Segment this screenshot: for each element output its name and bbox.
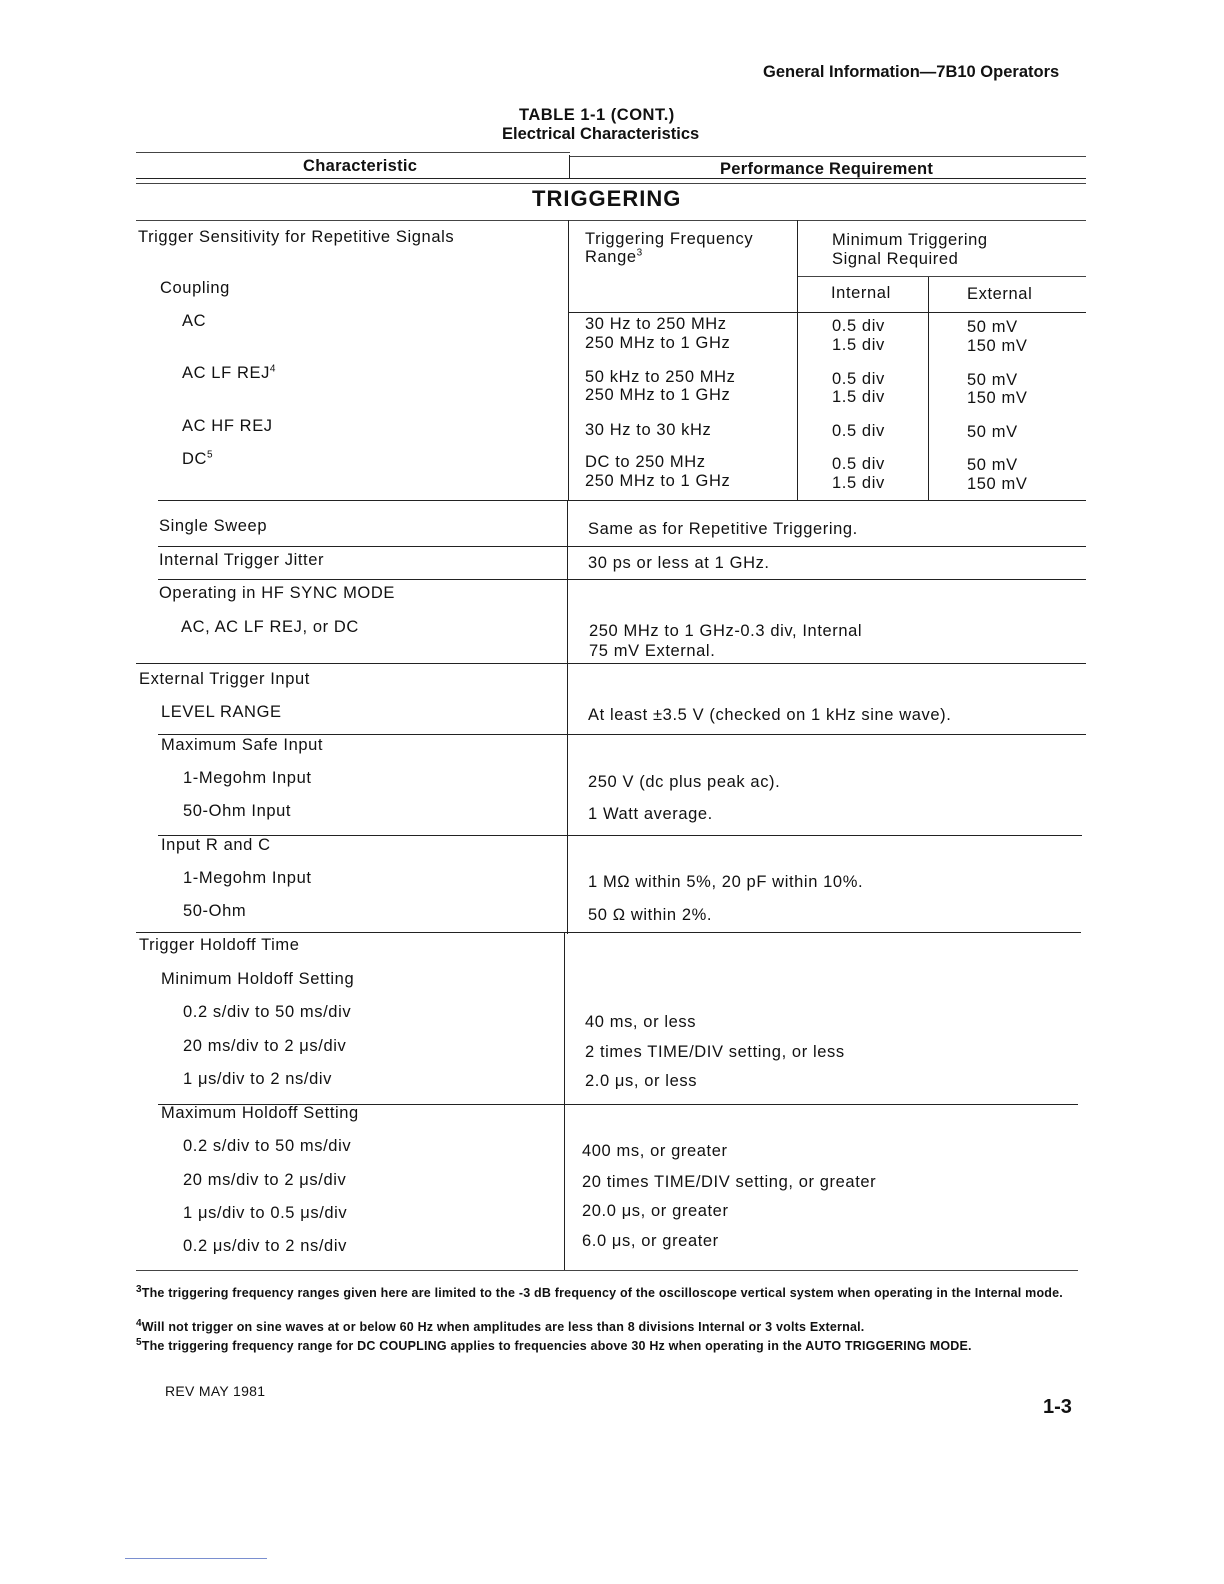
ac-internal-2: 1.5 div (832, 336, 885, 354)
holdoff-min-row-3-value: 2.0 μs, or less (585, 1072, 698, 1090)
section-title: TRIGGERING (532, 186, 682, 211)
dc-internal-1: 0.5 div (832, 455, 885, 473)
min-header-line1: Minimum Triggering (832, 231, 988, 249)
sub-header-rule (569, 312, 1086, 313)
input-rc-meg-label: 1-Megohm Input (183, 869, 312, 887)
hf-sync-rule (136, 663, 1086, 664)
holdoff-max-row-1-value: 400 ms, or greater (582, 1142, 728, 1160)
coupling-ac-label: AC (182, 312, 207, 330)
dc-freq-1: DC to 250 MHz (585, 453, 706, 471)
ac-lf-rej-freq-1: 50 kHz to 250 MHz (585, 368, 736, 386)
ac-lf-rej-external-2: 150 mV (967, 389, 1028, 407)
jitter-label: Internal Trigger Jitter (159, 551, 325, 569)
ac-external-2: 150 mV (967, 337, 1028, 355)
footnote-ref-5: 5 (207, 449, 214, 461)
holdoff-max-row-2-label: 20 ms/div to 2 μs/div (183, 1171, 347, 1189)
page-number: 1-3 (1043, 1396, 1072, 1418)
footnote-ref-4: 4 (269, 363, 277, 375)
sens-divider-2 (797, 220, 798, 501)
external-header: External (967, 285, 1033, 303)
dc-internal-2: 1.5 div (832, 474, 885, 492)
coupling-ac-hf-rej-label: AC HF REJ (182, 417, 273, 435)
table-title: TABLE 1-1 (CONT.) (519, 106, 675, 124)
holdoff-min-row-3-label: 1 μs/div to 2 ns/div (183, 1070, 332, 1088)
ac-lf-rej-external-1: 50 mV (967, 371, 1018, 389)
min-header-line2: Signal Required (832, 250, 959, 268)
column-header-performance: Performance Requirement (720, 160, 934, 178)
footnote-4: $^4$Will not trigger on sine waves at or below 60 Hz when amplitudes are less than 8 divisions Internal or 3 volts External. (136, 1317, 865, 1334)
ac-lf-rej-freq-2: 250 MHz to 1 GHz (585, 386, 731, 404)
dc-external-2: 150 mV (967, 475, 1028, 493)
table-subtitle: Electrical Characteristics (502, 125, 700, 143)
footnote-ref-3: 3 (636, 247, 643, 259)
hf-sync-sub-label: AC, AC LF REJ, or DC (181, 618, 359, 636)
ac-lf-rej-internal-1: 0.5 div (832, 370, 885, 388)
max-safe-label: Maximum Safe Input (161, 736, 324, 754)
ac-hf-rej-freq-1: 30 Hz to 30 kHz (585, 421, 712, 439)
coupling-label: Coupling (160, 279, 230, 297)
input-rc-ohm-label: 50-Ohm (183, 902, 247, 920)
column-header-characteristic: Characteristic (303, 157, 418, 175)
main-column-divider (567, 500, 568, 934)
ac-freq-2: 250 MHz to 1 GHz (585, 334, 731, 352)
holdoff-max-row-2-value: 20 times TIME/DIV setting, or greater (582, 1173, 877, 1191)
max-safe-ohm-label: 50-Ohm Input (183, 802, 292, 820)
dc-external-1: 50 mV (967, 456, 1018, 474)
single-sweep-label: Single Sweep (159, 517, 268, 535)
holdoff-max-row-3-value: 20.0 μs, or greater (582, 1202, 729, 1220)
sens-divider-3 (928, 277, 929, 501)
dc-freq-2: 250 MHz to 1 GHz (585, 472, 731, 490)
input-rc-meg-value: 1 MΩ within 5%, 20 pF within 10%. (588, 873, 864, 891)
ac-lf-rej-internal-2: 1.5 div (832, 388, 885, 406)
holdoff-min-row-1-label: 0.2 s/div to 50 ms/div (183, 1003, 352, 1021)
level-range-value: At least ±3.5 V (checked on 1 kHz sine wave). (588, 706, 952, 724)
holdoff-min-label: Minimum Holdoff Setting (161, 970, 355, 988)
header-rule-bottom-2 (136, 183, 1086, 184)
running-title: General Information—7B10 Operators (763, 63, 1060, 81)
sensitivity-label: Trigger Sensitivity for Repetitive Signals (138, 228, 455, 246)
hf-sync-label: Operating in HF SYNC MODE (159, 584, 395, 602)
holdoff-max-row-4-value: 6.0 μs, or greater (582, 1232, 719, 1250)
internal-header: Internal (831, 284, 891, 302)
max-safe-meg-value: 250 V (dc plus peak ac). (588, 773, 781, 791)
sensitivity-bottom-rule (158, 500, 1086, 501)
holdoff-max-row-3-label: 1 μs/div to 0.5 μs/div (183, 1204, 348, 1222)
hf-sync-value-line2: 75 mV External. (589, 642, 716, 660)
input-rc-label: Input R and C (161, 836, 271, 854)
section-rule (136, 220, 1086, 221)
holdoff-min-row-2-value: 2 times TIME/DIV setting, or less (585, 1043, 845, 1061)
revision-date: REV MAY 1981 (165, 1383, 266, 1399)
single-sweep-value: Same as for Repetitive Triggering. (588, 520, 858, 538)
ac-hf-rej-external-1: 50 mV (967, 423, 1018, 441)
holdoff-max-row-4-label: 0.2 μs/div to 2 ns/div (183, 1237, 347, 1255)
table-bottom-rule (136, 1270, 1078, 1271)
coupling-ac-lf-rej-label: AC LF REJ$^4$ (182, 363, 277, 382)
ac-hf-rej-internal-1: 0.5 div (832, 422, 885, 440)
bottom-edge-rule (125, 1558, 267, 1559)
ext-input-label: External Trigger Input (139, 670, 310, 688)
coupling-dc-label: $DC^5$ (182, 449, 214, 468)
header-rule-top (136, 152, 570, 153)
holdoff-label: Trigger Holdoff Time (139, 936, 300, 954)
max-safe-rule (158, 835, 1082, 836)
hf-sync-value-line1: 250 MHz to 1 GHz-0.3 div, Internal (589, 622, 863, 640)
level-range-label: LEVEL RANGE (161, 703, 282, 721)
footnote-3: $^3$The triggering frequency ranges given here are limited to the -3 dB frequency of the oscilloscope vertical system when operating in the Internal mode. (136, 1283, 1063, 1300)
max-safe-meg-label: 1-Megohm Input (183, 769, 312, 787)
freq-header-line2: Range$^3$ (585, 247, 643, 266)
header-rule-top-right (570, 156, 1086, 157)
main-column-divider-lower (564, 933, 565, 1270)
holdoff-max-row-1-label: 0.2 s/div to 50 ms/div (183, 1137, 352, 1155)
jitter-value: 30 ps or less at 1 GHz. (588, 554, 770, 572)
footnote-5: $^5$The triggering frequency range for DC COUPLING applies to frequencies above 30 Hz when operating in the AUTO TRIGGERING MODE. (136, 1336, 972, 1353)
ac-external-1: 50 mV (967, 318, 1018, 336)
max-safe-ohm-value: 1 Watt average. (588, 805, 713, 823)
holdoff-min-row-2-label: 20 ms/div to 2 μs/div (183, 1037, 347, 1055)
ac-internal-1: 0.5 div (832, 317, 885, 335)
holdoff-max-label: Maximum Holdoff Setting (161, 1104, 359, 1122)
freq-header-line1: Triggering Frequency (585, 230, 754, 248)
min-header-rule (798, 276, 1086, 277)
input-rc-rule (136, 932, 1081, 933)
holdoff-min-row-1-value: 40 ms, or less (585, 1013, 697, 1031)
jitter-rule (158, 579, 1086, 580)
ac-freq-1: 30 Hz to 250 MHz (585, 315, 727, 333)
single-sweep-rule (158, 546, 1086, 547)
input-rc-ohm-value: 50 Ω within 2%. (588, 906, 713, 924)
header-divider (569, 155, 570, 179)
header-rule-bottom (136, 178, 1086, 179)
sens-divider-1 (568, 220, 569, 501)
